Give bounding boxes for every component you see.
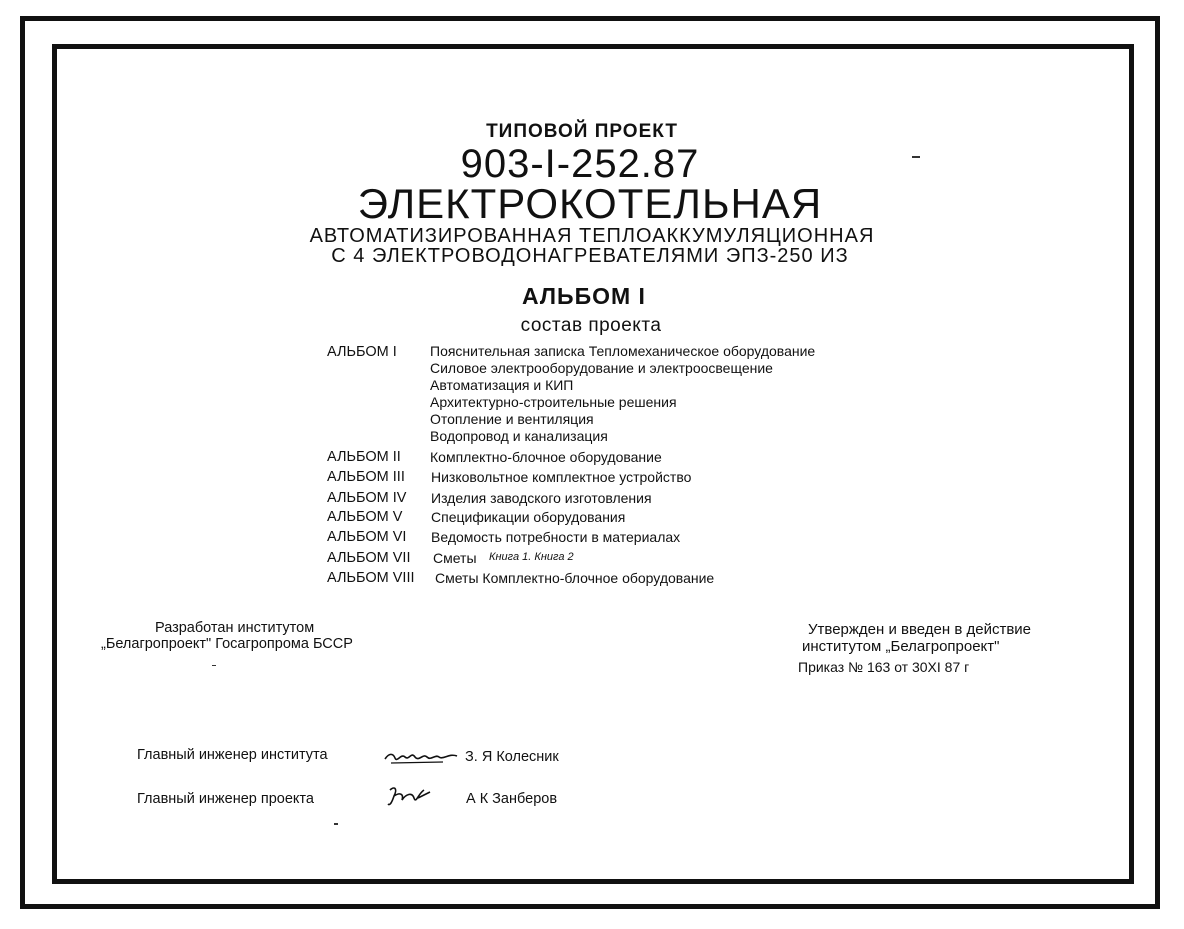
album-label-1: АЛЬБОМ I [327,344,397,360]
subtitle-line-1: АВТОМАТИЗИРОВАННАЯ ТЕПЛОАККУМУЛЯЦИОННАЯ [309,225,875,247]
album-1-line-2: Силовое электрооборудование и электроосвещение [430,360,773,376]
approval-line-2: институтом „Белагропроект" [802,638,1000,655]
album-8-line-1: Сметы Комплектно-блочное оборудование [435,570,715,586]
signature-role-2: Главный инженер проекта [137,791,314,807]
scan-speck [212,665,216,666]
composition-heading: состав проекта [520,315,662,336]
album-label-5: АЛЬБОМ V [327,509,403,525]
scan-speck [334,823,338,825]
album-1-line-1: Пояснительная записка Тепломеханическое оборудование [430,343,816,359]
project-title: ЭЛЕКТРОКОТЕЛЬНАЯ [357,180,823,227]
album-2-line-1: Комплектно-блочное оборудование [430,449,662,465]
album-label-8: АЛЬБОМ VIII [327,570,415,586]
signature-role-1: Главный инженер института [137,747,328,763]
album-7-note: Книга 1. Книга 2 [489,551,574,563]
album-label-7: АЛЬБОМ VII [327,550,411,566]
signature-name-1: З. Я Колесник [465,749,559,765]
developer-line-2: „Белагропроект" Госагропрома БССР [101,636,353,652]
album-5-line-1: Спецификации оборудования [431,509,626,525]
handwritten-signature-1 [383,745,461,767]
album-label-6: АЛЬБОМ VI [327,529,407,545]
scan-speck [912,156,920,158]
project-type: ТИПОВОЙ ПРОЕКТ [486,121,678,142]
signature-name-2: А К Занберов [466,791,558,807]
album-label-3: АЛЬБОМ III [327,469,405,485]
album-1-line-6: Водопровод и канализация [430,428,608,444]
album-4-line-1: Изделия заводского изготовления [431,490,652,506]
album-label-4: АЛЬБОМ IV [327,490,407,506]
album-6-line-1: Ведомость потребности в материалах [431,529,681,545]
project-code: 903-I-252.87 [460,142,700,186]
album-7-line-1: Сметы [433,550,477,566]
album-1-line-5: Отопление и вентиляция [430,411,594,427]
approval-order: Приказ № 163 от 30XI 87 г [798,659,970,675]
album-1-line-4: Архитектурно-строительные решения [430,394,677,410]
subtitle-line-2: С 4 ЭЛЕКТРОВОДОНАГРЕВАТЕЛЯМИ ЭПЗ-250 ИЗ [331,245,849,267]
handwritten-signature-2 [384,784,434,810]
developer-line-1: Разработан институтом [155,620,315,636]
album-3-line-1: Низковольтное комплектное устройство [431,469,692,485]
album-heading: АЛЬБОМ I [522,283,646,309]
album-1-line-3: Автоматизация и КИП [430,377,574,393]
album-label-2: АЛЬБОМ II [327,449,401,465]
approval-line-1: Утвержден и введен в действие [808,621,1032,638]
